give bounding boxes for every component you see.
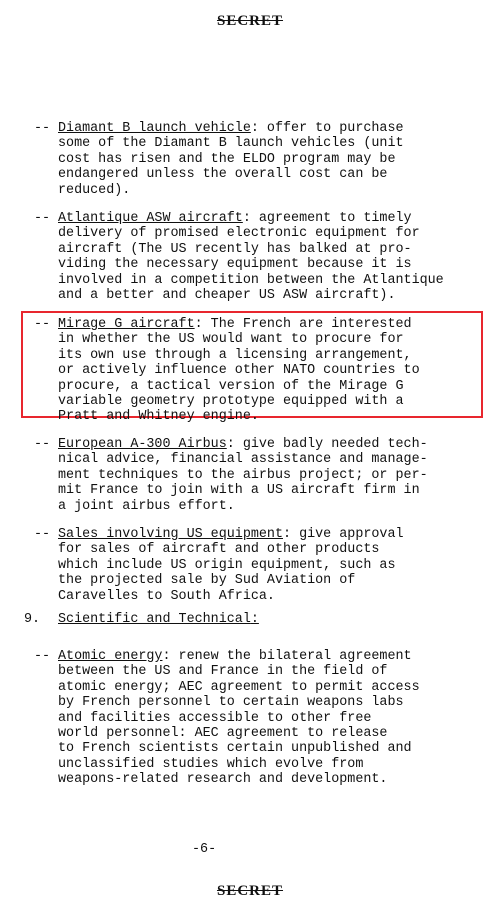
- item-line: for sales of aircraft and other products: [58, 542, 380, 558]
- item-dash: --: [34, 211, 51, 226]
- item-dash: --: [34, 121, 51, 136]
- item-title: European A-300 Airbus: [58, 437, 227, 452]
- item-line: procure, a tactical version of the Mirage G: [58, 378, 404, 394]
- item-line: delivery of promised electronic equipment for: [58, 226, 420, 242]
- item-title: Atlantique ASW aircraft: [58, 211, 243, 226]
- item-line: ment techniques to the airbus project; or per-: [58, 467, 428, 483]
- page-number: -6-: [192, 842, 217, 857]
- item-line: to French scientists certain unpublished and: [58, 741, 412, 757]
- item-line: by French personnel to certain weapons labs: [58, 695, 404, 711]
- item-line: unclassified studies which evolve from: [58, 756, 364, 772]
- item-line: between the US and France in the field of: [58, 664, 388, 680]
- item-line: and a better and cheaper US ASW aircraft).: [58, 287, 396, 303]
- item-line: some of the Diamant B launch vehicles (unit: [58, 136, 404, 152]
- item-body: [58, 437, 488, 514]
- item-body: [58, 317, 488, 425]
- item-line: in whether the US would want to procure for: [58, 332, 404, 348]
- item-line: or actively influence other NATO countries to: [58, 363, 420, 379]
- section-title: [58, 612, 259, 627]
- item-line: mit France to join with a US aircraft firm in: [58, 483, 420, 499]
- item-line: viding the necessary equipment because it is: [58, 257, 412, 273]
- item-line: endangered unless the overall cost can be: [58, 167, 388, 183]
- item-line: and facilities accessible to other free: [58, 710, 372, 726]
- section-number: 9.: [24, 612, 41, 627]
- item-dash: --: [34, 437, 51, 452]
- item-line: nical advice, financial assistance and manage-: [58, 452, 428, 468]
- item-line: which include US origin equipment, such as: [58, 557, 396, 573]
- item-line: : renew the bilateral agreement: [162, 649, 412, 664]
- item-line: cost has risen and the ELDO program may be: [58, 151, 396, 167]
- item-line: a joint airbus effort.: [58, 498, 235, 514]
- item-dash: --: [34, 649, 51, 664]
- item-title: Mirage G aircraft: [58, 317, 195, 332]
- item-line: the projected sale by Sud Aviation of: [58, 573, 356, 589]
- item-line: involved in a competition between the Atlantique: [58, 272, 444, 288]
- item-body: [58, 121, 488, 198]
- item-line: : give badly needed tech-: [226, 437, 428, 452]
- item-line: world personnel: AEC agreement to release: [58, 725, 388, 741]
- section-colon: :: [250, 612, 259, 627]
- item-line: : agreement to timely: [242, 211, 412, 226]
- item-line: Pratt and Whitney engine.: [58, 409, 259, 425]
- item-line: atomic energy; AEC agreement to permit access: [58, 679, 420, 695]
- item-body: [58, 527, 488, 604]
- item-title: Sales involving US equipment: [58, 527, 283, 542]
- item-body: [58, 211, 488, 303]
- item-line: its own use through a licensing arrangement,: [58, 347, 412, 363]
- item-line: variable geometry prototype equipped with a: [58, 393, 404, 409]
- footer-classification: SECRET: [216, 883, 284, 899]
- item-title: Diamant B launch vehicle: [58, 121, 251, 136]
- item-line: reduced).: [58, 182, 131, 198]
- header-classification: SECRET: [216, 13, 284, 29]
- item-line: aircraft (The US recently has balked at pro-: [58, 241, 412, 257]
- item-line: : give approval: [283, 527, 404, 542]
- item-line: weapons-related research and development.: [58, 772, 388, 788]
- item-dash: --: [34, 317, 51, 332]
- item-dash: --: [34, 527, 51, 542]
- item-title: Atomic energy: [58, 649, 163, 664]
- item-line: : The French are interested: [194, 317, 412, 332]
- item-line: Caravelles to South Africa.: [58, 588, 275, 604]
- item-body: [58, 649, 488, 788]
- item-line: : offer to purchase: [250, 121, 404, 136]
- section-title-text: Scientific and Technical: [58, 612, 251, 627]
